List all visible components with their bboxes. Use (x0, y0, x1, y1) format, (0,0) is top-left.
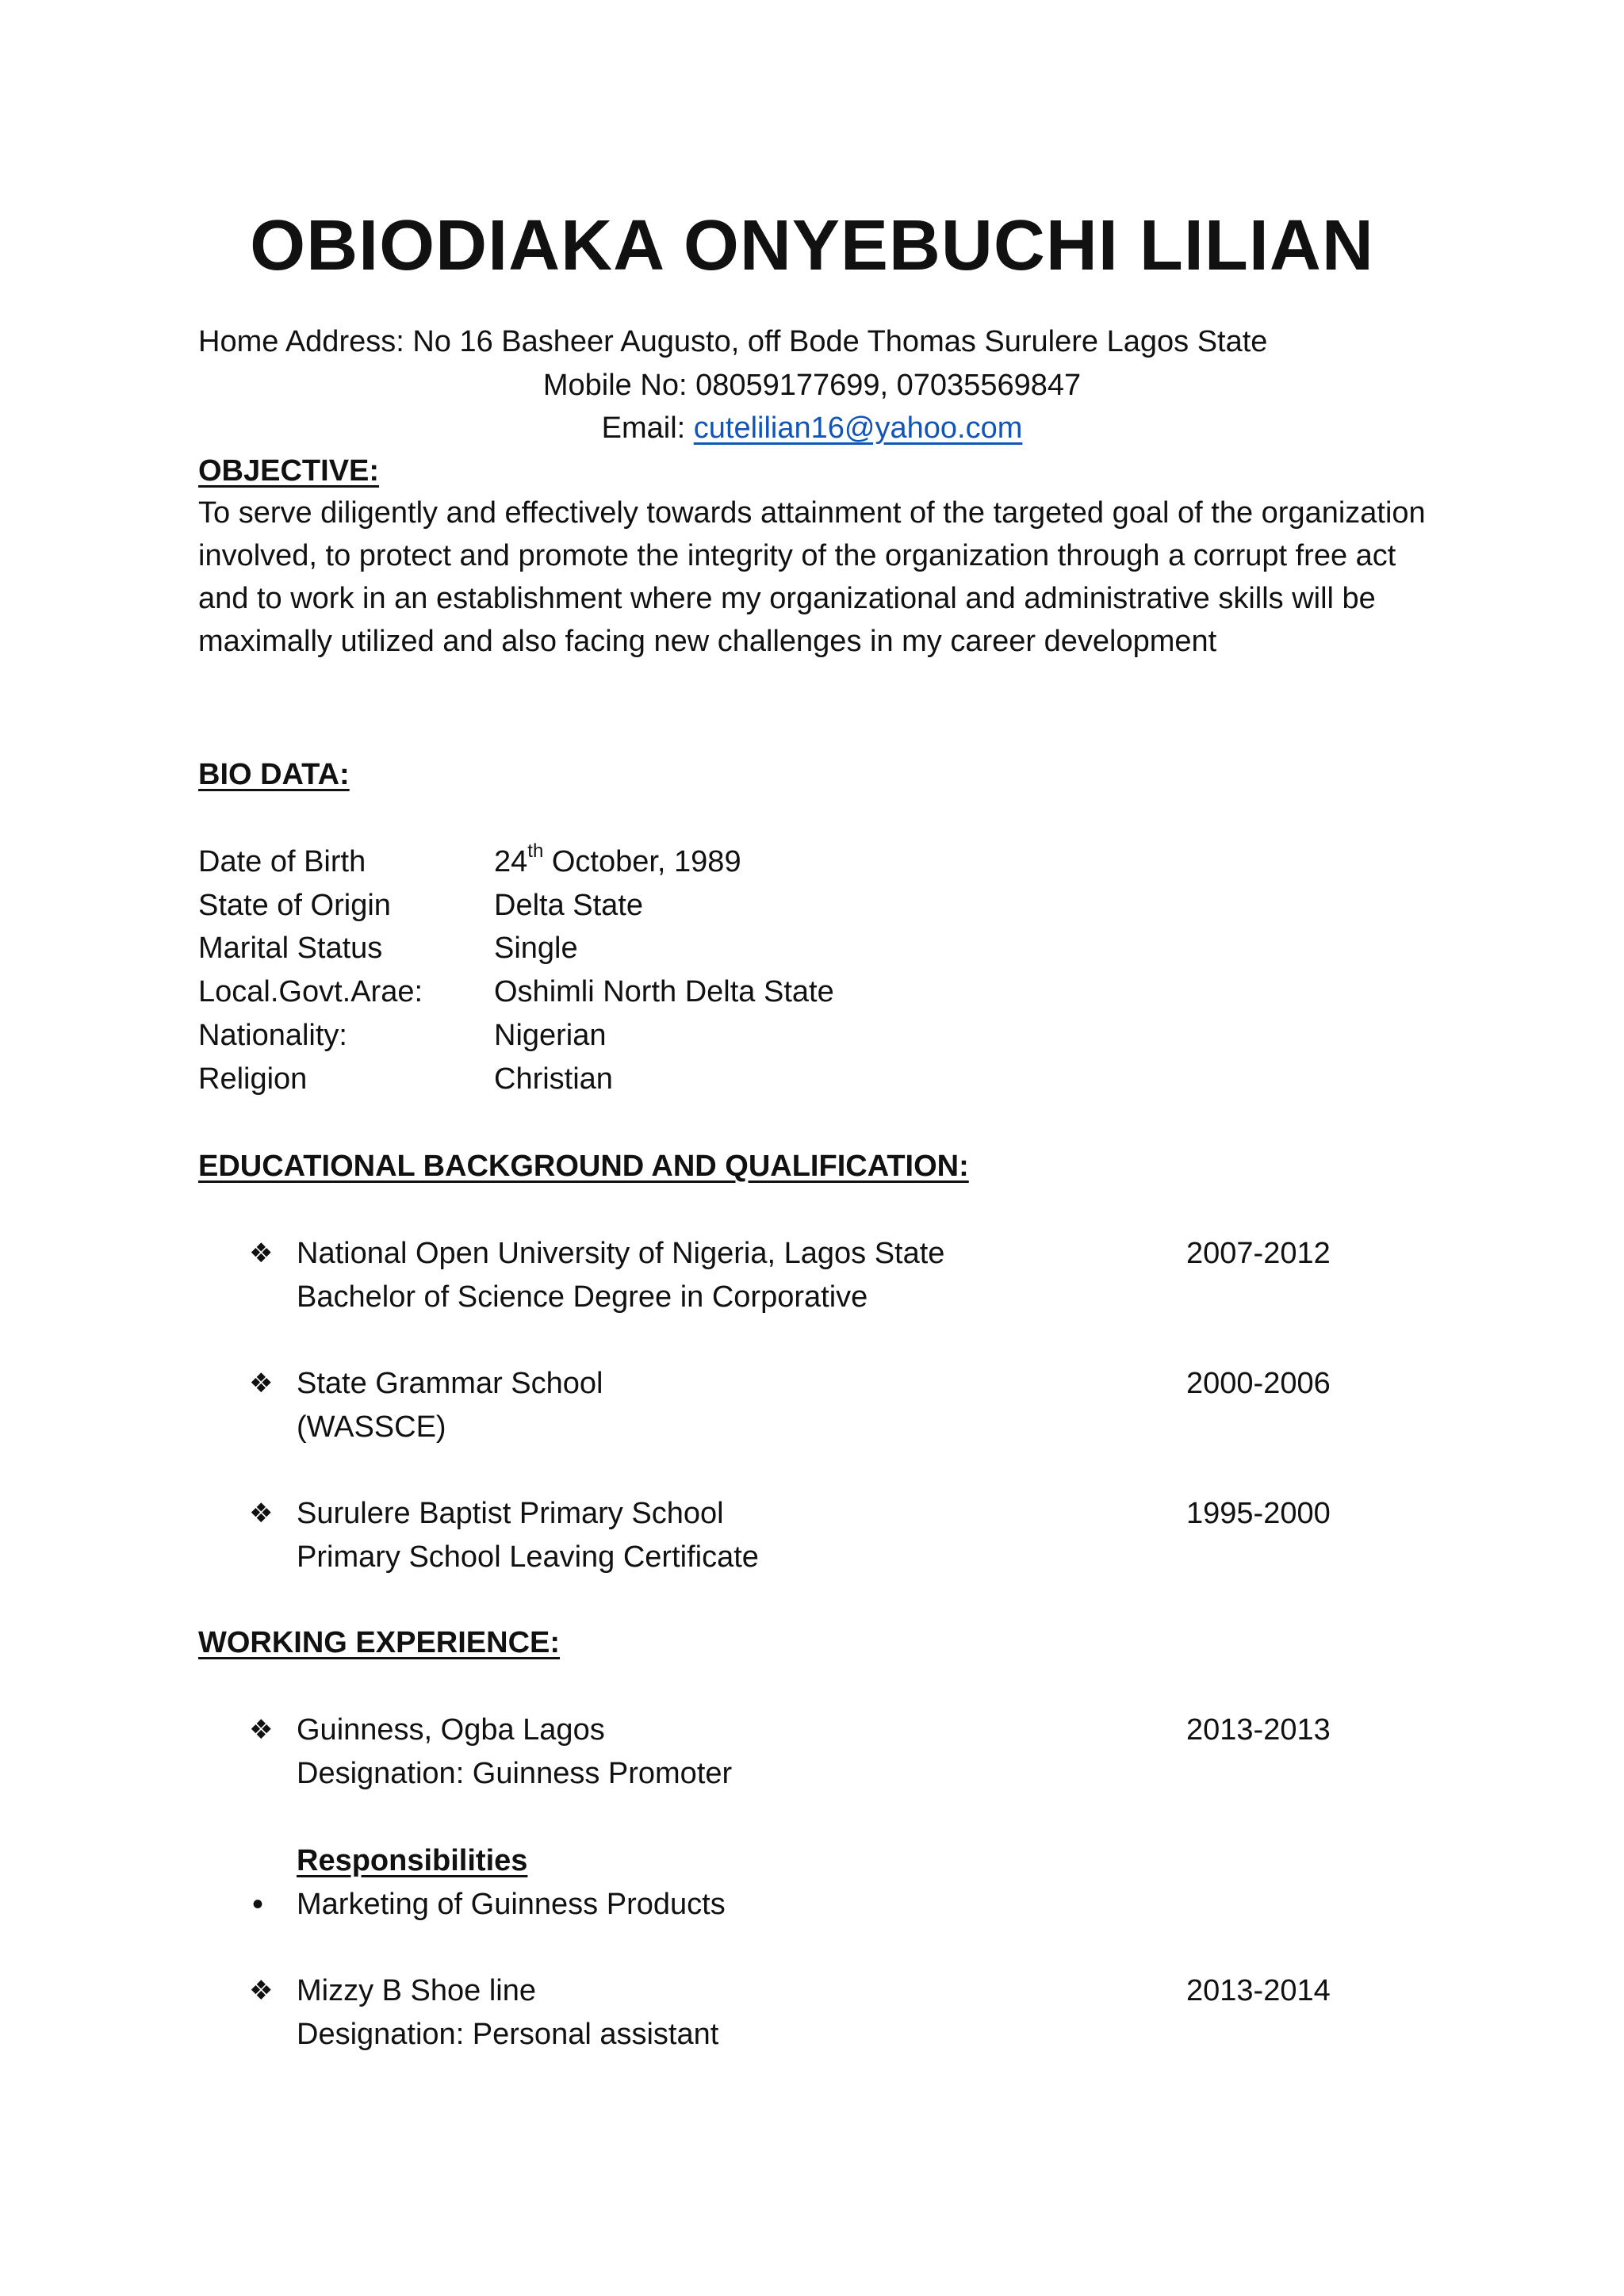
education-school: National Open University of Nigeria, Lagos State (297, 1237, 945, 1270)
objective-heading: OBJECTIVE: (198, 454, 380, 488)
education-qualification: (WASSCE) (297, 1410, 446, 1444)
diamond-bullet-icon: ❖ (249, 1715, 274, 1745)
dob-rest: October, 1989 (543, 845, 741, 878)
objective-text: To serve diligently and effectively towards attainment of the targeted goal of the organization involved, to protect and promote the integrity of the organization through a corrupt free act and to work in an establishment where my organizational and administrative skills will be maximally utilized and also facing new challenges in my career development (198, 496, 1426, 658)
responsibility-item: Marketing of Guinness Products (297, 1888, 726, 1921)
email-line (0, 407, 1624, 450)
bio-label: Religion (198, 1062, 308, 1096)
education-school: State Grammar School (297, 1367, 603, 1400)
education-qualification: Bachelor of Science Degree in Corporative (297, 1280, 868, 1314)
experience-company: Mizzy B Shoe line (297, 1974, 537, 2007)
email-label: Email: (601, 411, 694, 445)
experience-designation: Designation: Personal assistant (297, 2018, 719, 2051)
bio-value: Single (494, 932, 578, 965)
bio-value: Delta State (494, 889, 643, 922)
education-heading: EDUCATIONAL BACKGROUND AND QUALIFICATION: (198, 1150, 969, 1183)
dot-bullet-icon: • (252, 1887, 264, 1922)
bio-data-heading: BIO DATA: (198, 758, 350, 791)
experience-heading: WORKING EXPERIENCE: (198, 1626, 561, 1659)
education-years: 1995-2000 (1186, 1497, 1331, 1530)
dob-value (494, 840, 741, 883)
bio-label: Local.Govt.Arae: (198, 975, 423, 1008)
education-qualification: Primary School Leaving Certificate (297, 1540, 759, 1574)
home-address: Home Address: No 16 Basheer Augusto, off Bode Thomas Surulere Lagos State (198, 325, 1268, 358)
experience-designation: Designation: Guinness Promoter (297, 1757, 733, 1790)
bio-value: Nigerian (494, 1019, 607, 1052)
experience-company: Guinness, Ogba Lagos (297, 1713, 605, 1747)
bio-label: Marital Status (198, 932, 383, 965)
mobile-number: Mobile No: 08059177699, 07035569847 (542, 369, 1082, 402)
bio-value: Christian (494, 1062, 613, 1096)
diamond-bullet-icon: ❖ (249, 1976, 274, 2006)
experience-years: 2013-2013 (1186, 1713, 1331, 1747)
dob-suffix: th (527, 840, 544, 863)
bio-label: State of Origin (198, 889, 391, 922)
diamond-bullet-icon: ❖ (249, 1368, 274, 1399)
page-title: OBIODIAKA ONYEBUCHI LILIAN (250, 206, 1374, 285)
education-school: Surulere Baptist Primary School (297, 1497, 724, 1530)
dob-label: Date of Birth (198, 845, 366, 878)
dob-day: 24 (494, 845, 528, 878)
education-years: 2000-2006 (1186, 1367, 1331, 1400)
responsibilities-heading: Responsibilities (297, 1844, 528, 1877)
diamond-bullet-icon: ❖ (249, 1238, 274, 1269)
bio-label: Nationality: (198, 1019, 347, 1052)
bio-value: Oshimli North Delta State (494, 975, 834, 1008)
experience-years: 2013-2014 (1186, 1974, 1331, 2007)
education-years: 2007-2012 (1186, 1237, 1331, 1270)
email-link[interactable]: cutelilian16@yahoo.com (693, 411, 1023, 445)
diamond-bullet-icon: ❖ (249, 1498, 274, 1529)
